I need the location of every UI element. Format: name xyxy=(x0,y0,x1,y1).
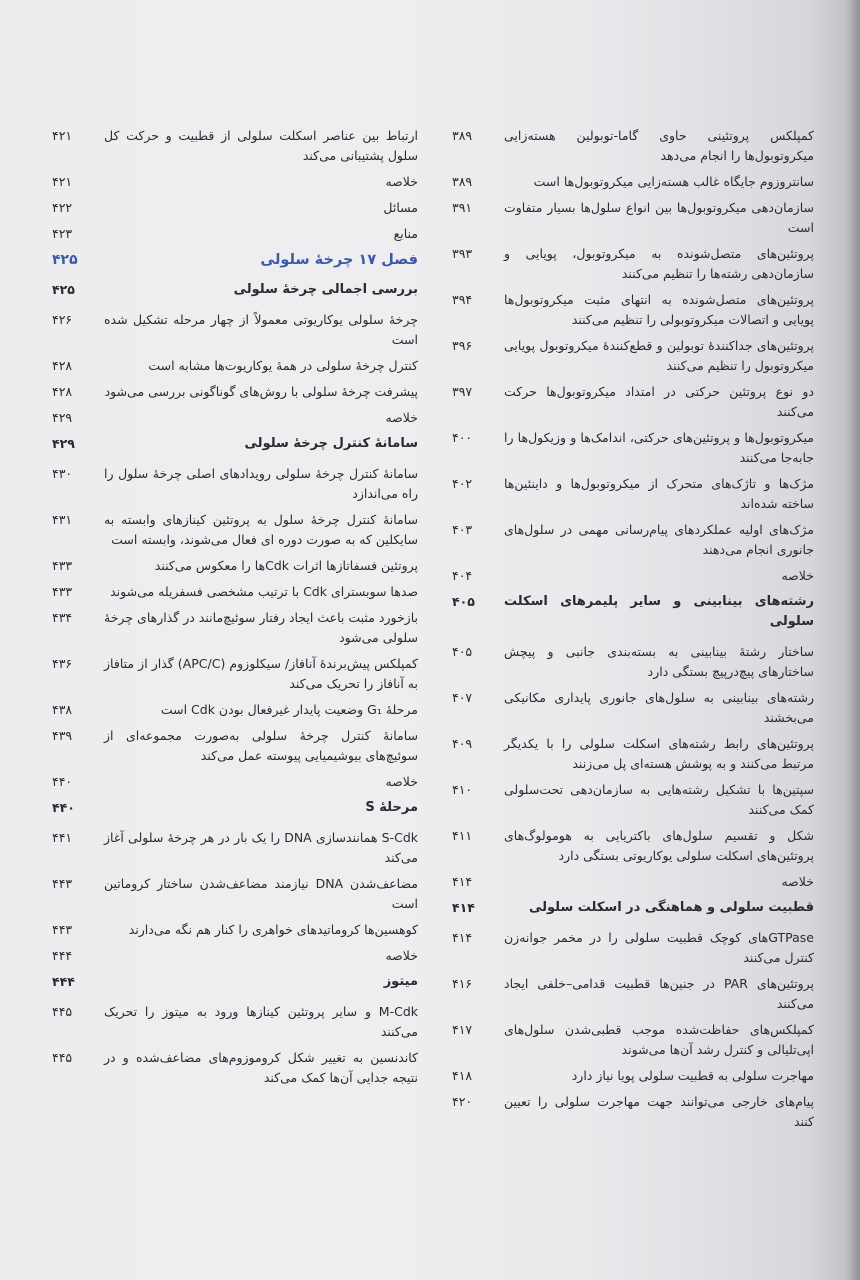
toc-entry xyxy=(452,826,814,866)
toc-page-number: ۴۴۳ xyxy=(52,876,73,891)
toc-entry xyxy=(452,566,814,586)
toc-entry xyxy=(452,1020,814,1060)
toc-page-number: ۴۴۴ xyxy=(52,948,73,963)
toc-page-number: ۴۲۱ xyxy=(52,174,73,189)
toc-entry-title: بررسی اجمالی چرخهٔ سلولی xyxy=(233,282,418,297)
toc-entry-title: پروتئین‌های متصل‌شونده به میکروتوبول، پویایی و سازمان‌دهی رشته‌ها را تنظیم می‌کنند xyxy=(504,246,814,281)
toc-entry xyxy=(452,1066,814,1086)
toc-entry xyxy=(452,974,814,1014)
toc-entry-title: خلاصه xyxy=(385,774,418,789)
toc-page-number: ۴۲۳ xyxy=(52,226,73,241)
toc-entry-title: کاندنسین به تغییر شکل کروموزوم‌های مضاعف‌شده و در نتیجه جدایی آن‌ها کمک می‌کند xyxy=(104,1050,418,1085)
toc-entry xyxy=(452,290,814,330)
toc-page-number: ۴۳۸ xyxy=(52,702,73,717)
toc-entry xyxy=(52,582,418,602)
toc-entry-title: M-Cdk و سایر پروتئین کینازها ورود به میتوز را تحریک می‌کنند xyxy=(104,1004,418,1039)
toc-entry xyxy=(52,920,418,940)
toc-entry xyxy=(52,310,418,350)
toc-page-number: ۴۱۴ xyxy=(452,874,473,889)
toc-entry-title: سپتین‌ها با تشکیل رشته‌هایی به سازمان‌دهی تحت‌سلولی کمک می‌کنند xyxy=(504,782,814,817)
toc-entry-title: پیشرفت چرخهٔ سلولی با روش‌های گوناگونی بررسی می‌شود xyxy=(104,384,418,399)
toc-entry xyxy=(52,700,418,720)
toc-page-number: ۴۰۳ xyxy=(452,522,473,537)
toc-entry-title: قطبیت سلولی و هماهنگی در اسکلت سلولی xyxy=(528,900,814,915)
toc-entry-title: خلاصه xyxy=(385,410,418,425)
toc-entry xyxy=(52,654,418,694)
toc-page-number: ۴۳۱ xyxy=(52,512,73,527)
toc-entry-title: منابع xyxy=(393,226,418,241)
toc-entry-title: کمپلکس پروتئینی حاوی گاما-توبولین هسته‌زایی میکروتوبول‌ها را انجام می‌دهد xyxy=(504,128,814,163)
toc-entry-title: مرحلهٔ S xyxy=(365,800,418,815)
toc-page-number: ۴۱۱ xyxy=(452,828,473,843)
toc-entry-title: میتوز xyxy=(383,974,418,989)
toc-page-number: ۴۴۴ xyxy=(52,974,75,989)
toc-entry-title: سانتروزوم جایگاه غالب هسته‌زایی میکروتوبول‌ها است xyxy=(533,174,814,189)
toc-page-number: ۳۹۴ xyxy=(452,292,473,307)
toc-entry xyxy=(452,244,814,284)
toc-entry xyxy=(452,520,814,560)
toc-page-number: ۴۲۸ xyxy=(52,384,73,399)
toc-page-number: ۳۹۷ xyxy=(452,384,473,399)
toc-entry xyxy=(452,688,814,728)
toc-entry xyxy=(452,642,814,682)
toc-entry xyxy=(52,510,418,550)
toc-entry-title: دو نوع پروتئین حرکتی در امتداد میکروتوبول‌ها حرکت می‌کنند xyxy=(504,384,814,419)
toc-entry-title: پروتئین فسفاتازها اثرات Cdkها را معکوس می‌کنند xyxy=(154,558,418,573)
toc-entry-title: سامانهٔ کنترل چرخهٔ سلولی xyxy=(244,436,418,451)
toc-entry xyxy=(452,382,814,422)
toc-entry xyxy=(452,780,814,820)
toc-entry-title: ارتباط بین عناصر اسکلت سلولی از قطبیت و حرکت کل سلول پشتیبانی می‌کند xyxy=(104,128,418,163)
toc-page-number: ۴۴۵ xyxy=(52,1050,73,1065)
toc-entry-title: سامانهٔ کنترل چرخهٔ سلول به پروتئین کینازهای وابسته به سایکلین که به صورت دوره ای فعال می‌شوند، وابسته است xyxy=(104,512,418,547)
toc-entry xyxy=(52,1048,418,1088)
toc-entry-title: GTPaseهای کوچک قطبیت سلولی را در مخمر جوانه‌زن کنترل می‌کنند xyxy=(504,930,814,965)
toc-entry xyxy=(52,126,418,166)
toc-page-number: ۴۳۴ xyxy=(52,610,73,625)
toc-entry xyxy=(452,872,814,892)
toc-entry-title: کوهسین‌ها کروماتیدهای خواهری را کنار هم نگه می‌دارند xyxy=(128,922,418,937)
toc-entry xyxy=(52,946,418,966)
toc-page-number: ۴۰۵ xyxy=(452,644,473,659)
toc-page-number: ۴۲۹ xyxy=(52,436,75,451)
toc-entry xyxy=(52,874,418,914)
toc-entry xyxy=(52,382,418,402)
toc-page-number: ۴۴۱ xyxy=(52,830,73,845)
toc-entry-title: پروتئین‌های رابط رشته‌های اسکلت سلولی را با یکدیگر مرتبط می‌کنند و به پوشش هسته‌ای پل می‌زنند xyxy=(504,736,814,771)
toc-entry-title: کمپلکس‌های حفاظت‌شده موجب قطبی‌شدن سلول‌های اپی‌تلیالی و کنترل رشد آن‌ها می‌شوند xyxy=(504,1022,814,1057)
toc-entry-title: فصل ۱۷ چرخهٔ سلولی xyxy=(260,252,418,268)
toc-page-number: ۳۹۳ xyxy=(452,246,473,261)
toc-entry xyxy=(52,464,418,504)
toc-entry-title: S-Cdk همانندسازی DNA را یک بار در هر چرخهٔ سلولی آغاز می‌کند xyxy=(104,830,418,865)
toc-entry-title: پیام‌های خارجی می‌توانند جهت مهاجرت سلولی را تعیین کنند xyxy=(504,1094,814,1129)
toc-column-left xyxy=(52,126,418,1094)
toc-entry-title: مضاعف‌شدن DNA نیازمند مضاعف‌شدن ساختار کروماتین است xyxy=(104,876,418,911)
toc-page-number: ۴۰۰ xyxy=(452,430,473,445)
toc-entry xyxy=(452,928,814,968)
toc-entry-title: چرخهٔ سلولی یوکاریوتی معمولاً از چهار مرحله تشکیل شده است xyxy=(104,312,418,347)
toc-page-number: ۴۲۵ xyxy=(52,252,78,268)
toc-page-number: ۴۰۲ xyxy=(452,476,473,491)
toc-page-number: ۴۴۰ xyxy=(52,800,75,815)
toc-entry-title: مژک‌ها و تاژک‌های متحرک از میکروتوبول‌ها و داینئین‌ها ساخته شده‌اند xyxy=(504,476,814,511)
toc-page-number: ۴۳۰ xyxy=(52,466,73,481)
toc-entry xyxy=(452,172,814,192)
toc-page-number: ۴۰۴ xyxy=(452,568,473,583)
toc-entry-title: خلاصه xyxy=(385,948,418,963)
toc-entry xyxy=(52,608,418,648)
toc-entry xyxy=(52,224,418,244)
toc-entry-title: کمپلکس پیش‌برندهٔ آنافاز/ سیکلوزوم (APC/C) گذار از متافاز به آنافاز را تحریک می‌کند xyxy=(104,656,418,691)
toc-page-number: ۴۴۳ xyxy=(52,922,73,937)
toc-section-heading xyxy=(452,592,814,632)
toc-page-number: ۴۰۵ xyxy=(452,594,475,609)
toc-entry-title: رشته‌های بینابینی به سلول‌های جانوری پایداری مکانیکی می‌بخشند xyxy=(504,690,814,725)
toc-entry-title: صدها سوبسترای Cdk با ترتیب مشخصی فسفریله می‌شوند xyxy=(110,584,418,599)
toc-page-number: ۴۱۰ xyxy=(452,782,473,797)
toc-page-number: ۴۳۳ xyxy=(52,584,73,599)
toc-page-number: ۴۱۴ xyxy=(452,930,473,945)
toc-page-number: ۴۴۰ xyxy=(52,774,73,789)
toc-entry-title: کنترل چرخهٔ سلولی در همهٔ یوکاریوت‌ها مشابه است xyxy=(148,358,418,373)
toc-page-number: ۴۱۷ xyxy=(452,1022,473,1037)
toc-section-heading xyxy=(52,798,418,818)
toc-entry-title: خلاصه xyxy=(781,874,814,889)
toc-entry-title: خلاصه xyxy=(781,568,814,583)
toc-section-heading xyxy=(52,972,418,992)
toc-page-number: ۴۱۴ xyxy=(452,900,475,915)
toc-entry-title: مژک‌های اولیه عملکردهای پیام‌رسانی مهمی در سلول‌های جانوری انجام می‌دهند xyxy=(504,522,814,557)
toc-page-number: ۴۲۹ xyxy=(52,410,73,425)
toc-entry-title: میکروتوبول‌ها و پروتئین‌های حرکتی، اندامک‌ها و وزیکول‌ها را جابه‌جا می‌کنند xyxy=(504,430,814,465)
toc-entry xyxy=(52,198,418,218)
toc-page-number: ۴۳۳ xyxy=(52,558,73,573)
toc-entry xyxy=(452,198,814,238)
toc-entry-title: رشته‌های بینابینی و سایر پلیمرهای اسکلت سلولی xyxy=(504,594,814,629)
toc-entry-title: خلاصه xyxy=(385,174,418,189)
toc-entry xyxy=(452,126,814,166)
chapter-heading xyxy=(52,250,418,270)
toc-page-number: ۴۲۰ xyxy=(452,1094,473,1109)
toc-entry xyxy=(452,336,814,376)
toc-page-number: ۴۲۱ xyxy=(52,128,73,143)
toc-section-heading xyxy=(452,898,814,918)
toc-page-number: ۴۰۷ xyxy=(452,690,473,705)
toc-entry xyxy=(52,172,418,192)
toc-page-number: ۴۲۲ xyxy=(52,200,73,215)
toc-entry-title: پروتئین‌های متصل‌شونده به انتهای مثبت میکروتوبول‌ها پویایی و اتصالات میکروتوبولی را تنظیم می‌کنند xyxy=(504,292,814,327)
toc-page-number: ۳۹۱ xyxy=(452,200,473,215)
toc-column-right xyxy=(452,126,814,1138)
toc-entry xyxy=(52,1002,418,1042)
toc-page-number: ۴۲۶ xyxy=(52,312,73,327)
toc-page-number: ۴۲۵ xyxy=(52,282,75,297)
toc-page-number: ۴۱۶ xyxy=(452,976,473,991)
toc-page-number: ۴۳۶ xyxy=(52,656,73,671)
toc-entry-title: پروتئین‌های جداکنندهٔ توبولین و قطع‌کنندهٔ میکروتوبول پویایی میکروتوبول را تنظیم می‌کنند xyxy=(504,338,814,373)
toc-entry-title: سامانهٔ کنترل چرخهٔ سلولی رویدادهای اصلی چرخهٔ سلول را راه می‌اندازد xyxy=(104,466,418,501)
toc-page-number: ۳۸۹ xyxy=(452,174,473,189)
toc-entry xyxy=(452,734,814,774)
toc-entry-title: پروتئین‌های PAR در جنین‌ها قطبیت قدامی–خلفی ایجاد می‌کنند xyxy=(504,976,814,1011)
toc-entry-title: مرحلهٔ G₁ وضعیت پایدار غیرفعال بودن Cdk است xyxy=(160,702,418,717)
toc-entry-title: شکل و تقسیم سلول‌های باکتریایی به هومولوگ‌های پروتئین‌های اسکلت سلولی یوکاریوتی بستگی دارد xyxy=(504,828,814,863)
toc-entry xyxy=(52,356,418,376)
toc-entry-title: مهاجرت سلولی به قطبیت سلولی پویا نیاز دارد xyxy=(571,1068,814,1083)
toc-page-number: ۴۱۸ xyxy=(452,1068,473,1083)
toc-entry xyxy=(52,408,418,428)
toc-entry-title: سامانهٔ کنترل چرخهٔ سلولی به‌صورت مجموعه‌ای از سوئیچ‌های بیوشیمیایی پیوسته عمل می‌کند xyxy=(104,728,418,763)
toc-entry xyxy=(452,474,814,514)
toc-page-number: ۴۲۸ xyxy=(52,358,73,373)
toc-entry xyxy=(52,772,418,792)
page-edge xyxy=(846,0,860,1280)
toc-page-number: ۴۳۹ xyxy=(52,728,73,743)
toc-page-number: ۳۸۹ xyxy=(452,128,473,143)
toc-entry-title: سازمان‌دهی میکروتوبول‌ها بین انواع سلول‌ها بسیار متفاوت است xyxy=(504,200,814,235)
toc-entry-title: مسائل xyxy=(383,200,418,215)
toc-page-number: ۳۹۶ xyxy=(452,338,473,353)
toc-section-heading xyxy=(52,280,418,300)
toc-section-heading xyxy=(52,434,418,454)
toc-entry xyxy=(52,556,418,576)
toc-page-number: ۴۴۵ xyxy=(52,1004,73,1019)
toc-entry xyxy=(52,828,418,868)
toc-entry xyxy=(52,726,418,766)
toc-entry-title: بازخورد مثبت باعث ایجاد رفتار سوئیچ‌مانند در گذارهای چرخهٔ سلولی می‌شود xyxy=(104,610,418,645)
toc-page-number: ۴۰۹ xyxy=(452,736,473,751)
toc-entry xyxy=(452,1092,814,1132)
toc-entry-title: ساختار رشتهٔ بینابینی به بسته‌بندی جانبی و پیچش ساختارهای پیچ‌درپیچ بستگی دارد xyxy=(504,644,814,679)
toc-entry xyxy=(452,428,814,468)
